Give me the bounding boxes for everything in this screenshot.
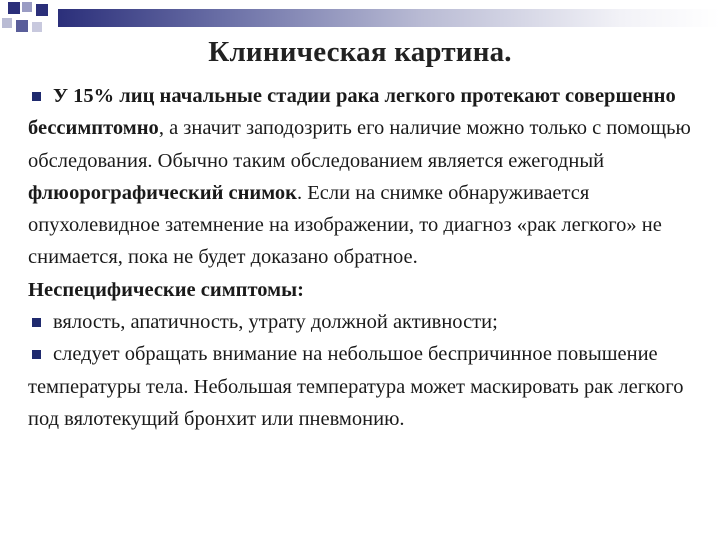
list-item (28, 306, 700, 338)
deco-square (16, 20, 28, 32)
fluorography-term: флюорографический снимок (28, 181, 297, 204)
slide-title: Клиническая картина. (208, 36, 512, 68)
square-bullet-icon (32, 318, 41, 327)
intro-text-end: . Если на снимке обнаруживается опухолевидное затемнение на изображении, то диагноз «рак легкого» не снимается, пока не будет доказано обратное. (28, 181, 662, 269)
slide-body (28, 80, 700, 435)
header-gradient-bar (58, 9, 720, 27)
header-decoration (0, 0, 720, 38)
decorative-squares (0, 0, 60, 38)
symptoms-heading: Неспецифические симптомы: (28, 278, 304, 301)
square-bullet-icon (32, 350, 41, 359)
list-item-text: вялость, апатичность, утрату должной активности; (53, 311, 498, 334)
list-item (28, 338, 700, 435)
intro-text: , а значит заподозрить его наличие можно только с помощью обследования. Обычно таким обследованием является ежегодный (28, 117, 691, 172)
intro-paragraph (28, 80, 700, 274)
list-item-text: следует обращать внимание на небольшое беспричинное повышение температуры тела. Небольшая температура может маскировать рак легкого под вялотекущий бронхит или пневмонию. (28, 343, 684, 430)
deco-square (8, 2, 20, 14)
deco-square (36, 4, 48, 16)
deco-square (32, 22, 42, 32)
section-heading (28, 274, 700, 306)
deco-square (2, 18, 12, 28)
deco-square (22, 2, 32, 12)
square-bullet-icon (32, 92, 41, 101)
intro-bold-statement: У 15% лиц начальные стадии рака легкого протекают совершенно бессимптомно (28, 85, 676, 140)
